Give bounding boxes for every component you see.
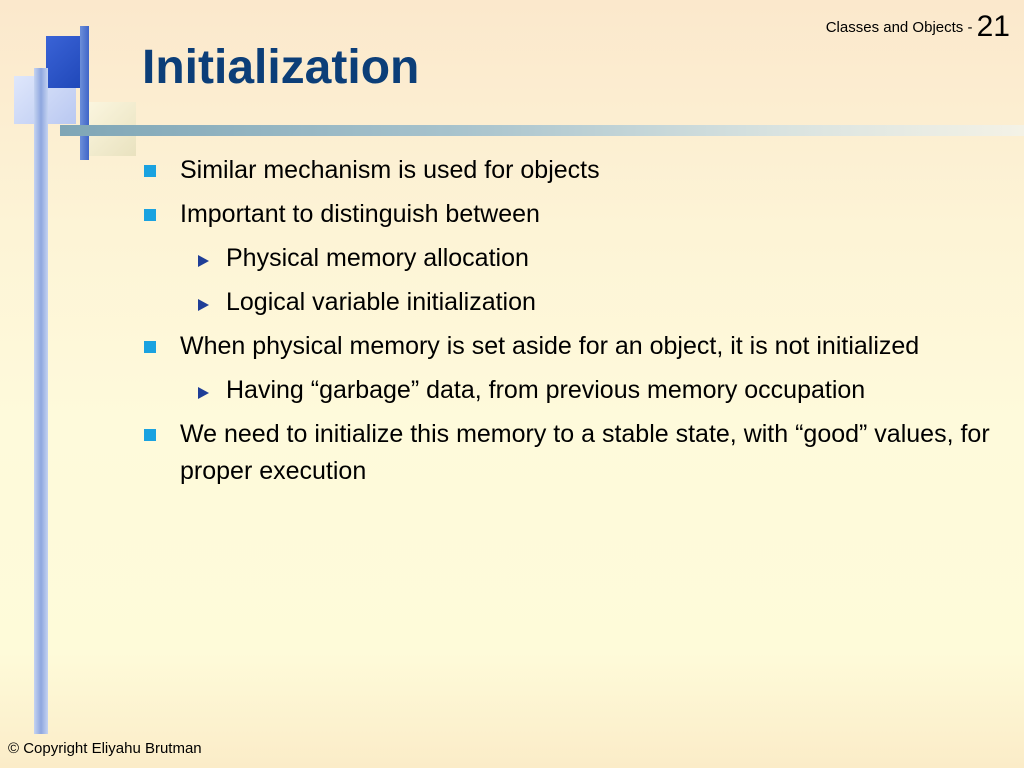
slide-header — [826, 10, 1010, 44]
bullet-text: Having “garbage” data, from previous memory occupation — [226, 376, 866, 404]
arrow-bullet-icon — [196, 240, 226, 277]
arrow-bullet-icon — [196, 284, 226, 321]
bullet-text: We need to initialize this memory to a stable state, with “good” values, for proper execution — [180, 420, 990, 485]
bullet-list — [140, 152, 990, 497]
arrow-bullet-icon — [196, 372, 226, 409]
bullet-text: Similar mechanism is used for objects — [180, 156, 600, 184]
bullet-item — [140, 416, 990, 490]
sub-bullet-item — [140, 284, 990, 321]
square-bullet-icon — [140, 152, 180, 189]
slide-title: Initialization — [142, 41, 420, 94]
square-bullet-icon — [140, 416, 180, 453]
bullet-text: Important to distinguish between — [180, 200, 540, 228]
bullet-item — [140, 328, 990, 365]
square-bullet-icon — [140, 328, 180, 365]
slide-number: 21 — [976, 10, 1010, 43]
sub-bullet-item — [140, 372, 990, 409]
decor-vertical-accent-bar — [80, 26, 89, 160]
bullet-item — [140, 196, 990, 233]
decor-vertical-bar — [34, 68, 48, 734]
square-bullet-icon — [140, 196, 180, 233]
decor-horizontal-bar — [60, 125, 1024, 136]
course-label: Classes and Objects - — [825, 19, 977, 36]
copyright-footer: © Copyright Eliyahu Brutman — [8, 740, 202, 757]
bullet-text: Logical variable initialization — [226, 288, 536, 316]
decor-blue-square — [46, 36, 84, 88]
bullet-text: When physical memory is set aside for an object, it is not initialized — [180, 332, 920, 360]
bullet-item — [140, 152, 990, 189]
bullet-text: Physical memory allocation — [226, 244, 529, 272]
sub-bullet-item — [140, 240, 990, 277]
